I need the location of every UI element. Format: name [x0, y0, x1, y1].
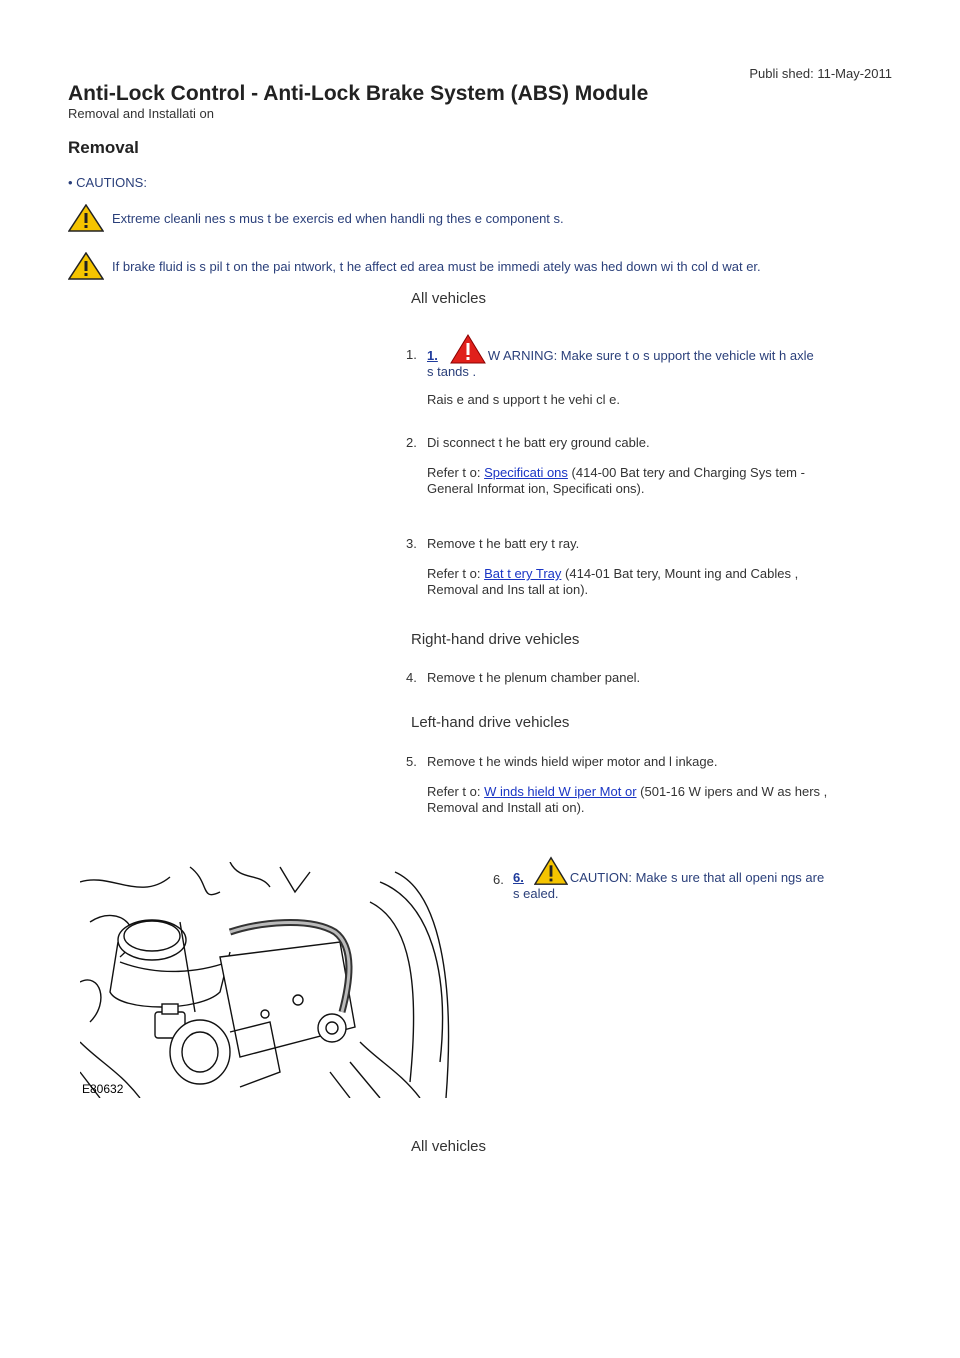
warning-icon: [534, 856, 568, 886]
windshield-wiper-motor-link[interactable]: W inds hield W iper Mot or: [484, 784, 637, 799]
caution-text: CAUTION: Make s ure that all openi ngs are: [569, 870, 825, 885]
refer-suffix: (414-00 Bat tery and Charging Sys tem -: [571, 465, 805, 480]
cautions-label: • CAUTIONS:: [68, 175, 147, 190]
brake-assembly-drawing: [80, 862, 450, 1098]
step-number: 5.: [406, 754, 417, 769]
warning-icon: [68, 252, 104, 280]
step-bold-number: 6.: [513, 870, 524, 885]
step-1: [427, 334, 867, 408]
specifications-link[interactable]: Specificati ons: [484, 465, 568, 480]
group-heading: Right-hand drive vehicles: [411, 631, 580, 648]
refer-prefix: Refer t o:: [427, 566, 481, 581]
figure-label: E80632: [82, 1082, 124, 1096]
warning-icon: [68, 204, 104, 232]
step-text: Rais e and s upport t he vehi cl e.: [427, 392, 620, 407]
caution-text: If brake fluid is s pil t on the pai ntwork, t he affect ed area must be immedi ately was hed down wi th col d wat er.: [112, 258, 761, 274]
section-title: Removal: [68, 138, 139, 157]
step-text: Remove t he winds hield wiper motor and l inkage.: [427, 754, 718, 769]
danger-icon: [450, 334, 486, 364]
step-2: [427, 435, 867, 497]
step-6: [513, 856, 873, 902]
warning-text: W ARNING: Make sure t o s upport the vehicle wit h axle: [487, 348, 814, 363]
caution-item: [68, 252, 761, 280]
refer-line: [427, 465, 867, 481]
group-heading: All vehicles: [411, 1138, 487, 1155]
illustration-brake-master-cylinder: [80, 862, 450, 1098]
step-5: [427, 754, 877, 816]
refer-suffix: (414-01 Bat tery, Mount ing and Cables ,: [565, 566, 799, 581]
group-heading: Left-hand drive vehicles: [411, 714, 570, 731]
refer-line-2: General Informat ion, Specificati ons).: [427, 481, 645, 496]
refer-line-2: Removal and Install ati on).: [427, 800, 585, 815]
refer-line: [427, 566, 867, 582]
caution-item: [68, 204, 564, 232]
step-text: Di sconnect t he batt ery ground cable.: [427, 435, 650, 450]
step-text: Remove t he batt ery t ray.: [427, 536, 580, 551]
step-number: 4.: [406, 670, 417, 685]
refer-line-2: Removal and Ins tall at ion).: [427, 582, 589, 597]
battery-tray-link[interactable]: Bat t ery Tray: [484, 566, 562, 581]
step-number: 3.: [406, 536, 417, 551]
step-text: Remove t he plenum chamber panel.: [427, 670, 641, 685]
step-number: 1.: [406, 347, 417, 362]
step-number: 6.: [493, 872, 504, 887]
warning-text-cont: s tands .: [427, 364, 477, 379]
step-number: 2.: [406, 435, 417, 450]
caution-text: Extreme cleanli nes s mus t be exercis ed when handli ng thes e component s.: [112, 210, 564, 226]
caution-text-cont: s ealed.: [513, 886, 559, 901]
step-bold-number: 1.: [427, 348, 438, 363]
refer-prefix: Refer t o:: [427, 784, 481, 799]
step-4: [427, 670, 867, 686]
refer-line: [427, 784, 877, 800]
page-subtitle: Removal and Installati on: [68, 106, 214, 121]
refer-suffix: (501-16 W ipers and W as hers ,: [640, 784, 828, 799]
refer-prefix: Refer t o:: [427, 465, 481, 480]
step-3: [427, 536, 867, 598]
group-heading: All vehicles: [411, 290, 487, 307]
published-date: Publi shed: 11-May-2011: [749, 66, 892, 81]
page-title: Anti-Lock Control - Anti-Lock Brake System (ABS) Module: [68, 82, 649, 105]
